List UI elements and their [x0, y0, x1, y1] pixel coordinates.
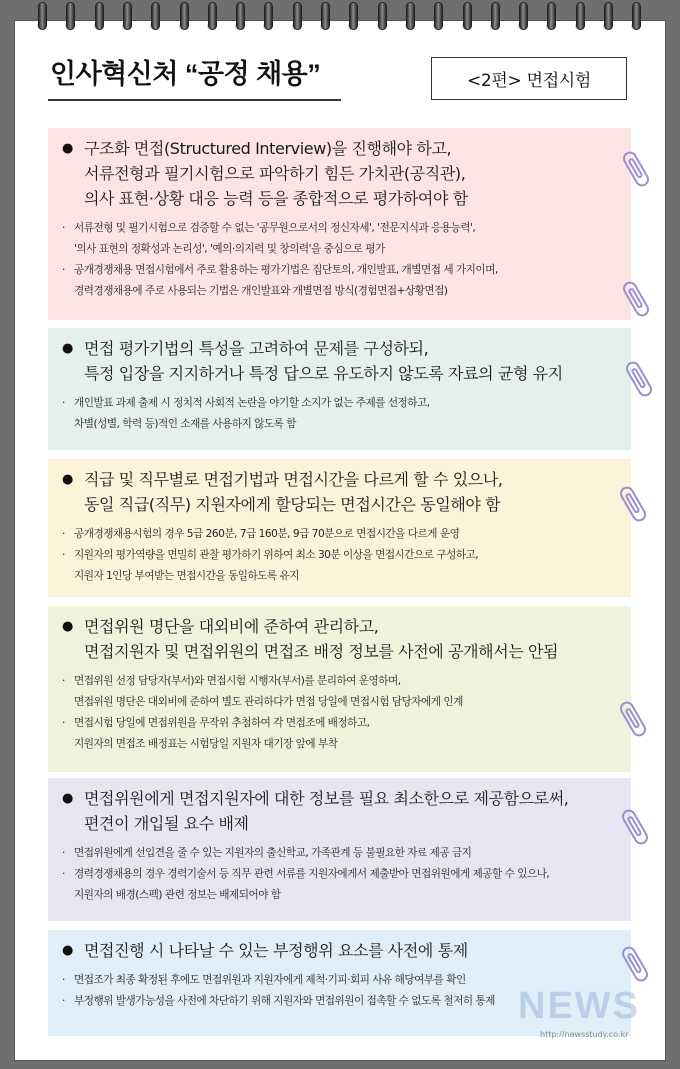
heading-line: 구조화 면접(Structured Interview)을 진행해야 하고, [84, 139, 452, 158]
bullet-icon: ● [62, 791, 73, 806]
small-bullet-icon: · [62, 974, 65, 986]
heading-line: 면접진행 시 나타날 수 있는 부정행위 요소를 사전에 통제 [84, 941, 468, 960]
content-section [48, 328, 631, 450]
detail-line: 개인발표 과제 출제 시 정치적 사회적 논란을 야기할 소지가 없는 주제를 선정하고, [74, 397, 430, 409]
binding-ring [434, 2, 443, 30]
binding-ring [349, 2, 358, 30]
small-bullet-icon: · [62, 549, 65, 561]
detail-line: 지원자의 평가역량을 면밀히 관찰 평가하기 위하여 최소 30분 이상을 면접시간으로 구성하고, [74, 549, 479, 561]
heading-line: 면접 평가기법의 특성을 고려하여 문제를 구성하되, [84, 339, 429, 358]
detail-item [62, 260, 621, 302]
heading-line: 면접위원에게 면접지원자에 대한 정보를 필요 최소한으로 제공함으로써, [84, 789, 569, 808]
heading-line: 의사 표현·상황 대응 능력 등을 종합적으로 평가하여야 함 [84, 189, 468, 208]
heading-line: 서류전형과 필기시험으로 파악하기 힘든 가치관(공직관), [84, 164, 466, 183]
small-bullet-icon: · [62, 995, 65, 1007]
section-heading [62, 614, 621, 664]
binding-ring [519, 2, 528, 30]
small-bullet-icon: · [62, 868, 65, 880]
detail-line: 서류전형 및 필기시험으로 검증할 수 없는 '공무원으로서의 정신자세', '전문지식과 응용능력', [74, 222, 476, 234]
binding-ring [180, 2, 189, 30]
detail-item [62, 218, 621, 260]
heading-line: 직급 및 직무별로 면접기법과 면접시간을 다르게 할 수 있으나, [84, 470, 503, 489]
binding-ring [378, 2, 387, 30]
binding-ring [123, 2, 132, 30]
binding-ring [491, 2, 500, 30]
section-details [62, 218, 621, 302]
detail-line: '의사 표현의 정확성과 논리성', '예의·의지력 및 창의력'을 중심으로 평가 [74, 243, 385, 255]
small-bullet-icon: · [62, 528, 65, 540]
detail-line: 면접위원 선정 담당자(부서)와 면접시험 시행자(부서)를 분리하여 운영하며, [74, 675, 401, 687]
detail-line: 면접조가 최종 확정된 후에도 면접위원과 지원자에게 제척·기피·회피 사유 해당여부를 확인 [74, 974, 466, 986]
section-heading [62, 938, 621, 963]
binding-ring [38, 2, 47, 30]
bullet-icon: ● [62, 943, 73, 958]
bullet-icon: ● [62, 472, 73, 487]
binding-ring [208, 2, 217, 30]
detail-line: 면접위원에게 선입견을 줄 수 있는 지원자의 출신학교, 가족관계 등 불필요한 자료 제공 금지 [74, 847, 472, 859]
detail-line: 경력경쟁채용에 주로 사용되는 기법은 개인발표와 개별면접 방식(경험면접+상황면접) [74, 285, 448, 297]
bullet-icon: ● [62, 619, 73, 634]
bullet-icon: ● [62, 341, 73, 356]
detail-item [62, 524, 621, 545]
small-bullet-icon: · [62, 717, 65, 729]
detail-line: 경력경쟁채용의 경우 경력기술서 등 직무 관련 서류를 지원자에게서 제출받아 면접위원에게 제공할 수 있으나, [74, 868, 550, 880]
detail-item [62, 713, 621, 755]
section-heading [62, 467, 621, 517]
binding-ring [66, 2, 75, 30]
content-section [48, 606, 631, 772]
content-section [48, 459, 631, 597]
detail-item [62, 545, 621, 587]
binding-ring [321, 2, 330, 30]
small-bullet-icon: · [62, 847, 65, 859]
watermark-logo: NEWS [518, 985, 640, 1027]
detail-line: 부정행위 발생가능성을 사전에 차단하기 위해 지원자와 면접위원이 접촉할 수 없도록 철저히 통제 [74, 995, 495, 1007]
title-underline [48, 99, 341, 101]
binding-ring [463, 2, 472, 30]
watermark-url: http://newsstudy.co.kr [540, 1030, 629, 1039]
detail-item [62, 671, 621, 713]
binding-ring [264, 2, 273, 30]
content-section [48, 128, 631, 320]
heading-line: 동일 직급(직무) 지원자에게 할당되는 면접시간은 동일해야 함 [84, 495, 501, 514]
binding-ring [576, 2, 585, 30]
section-details [62, 393, 621, 435]
section-details [62, 671, 621, 755]
binding-ring [604, 2, 613, 30]
detail-line: 공개경쟁채용시험의 경우 5급 260분, 7급 160분, 9급 70분으로 면접시간을 다르게 운영 [74, 528, 460, 540]
binding-ring [632, 2, 641, 30]
section-heading [62, 336, 621, 386]
section-heading [62, 136, 621, 211]
bullet-icon: ● [62, 141, 73, 156]
content-section [48, 778, 631, 921]
detail-line: 면접위원 명단은 대외비에 준하여 별도 관리하다가 면접 당일에 면접시험 담당자에게 인계 [74, 696, 463, 708]
detail-item [62, 393, 621, 435]
detail-line: 지원자의 면접조 배정표는 시험당일 지원자 대기장 앞에 부착 [74, 738, 338, 750]
binding-ring [547, 2, 556, 30]
detail-line: 면접시험 당일에 면접위원을 무작위 추첨하여 각 면접조에 배정하고, [74, 717, 370, 729]
small-bullet-icon: · [62, 675, 65, 687]
section-details [62, 524, 621, 587]
detail-line: 지원자의 배경(스펙) 관련 정보는 배제되어야 함 [74, 889, 281, 901]
binding-ring [236, 2, 245, 30]
subtitle-box: <2편> 면접시험 [431, 57, 627, 100]
binding-ring [406, 2, 415, 30]
section-heading [62, 786, 621, 836]
binding-ring [293, 2, 302, 30]
heading-line: 특정 입장을 지지하거나 특정 답으로 유도하지 않도록 자료의 균형 유지 [84, 364, 563, 383]
heading-line: 편견이 개입될 요수 배제 [84, 814, 249, 833]
section-details [62, 843, 621, 906]
detail-item [62, 843, 621, 864]
small-bullet-icon: · [62, 222, 65, 234]
spiral-binding [0, 0, 680, 34]
small-bullet-icon: · [62, 397, 65, 409]
heading-line: 면접위원 명단을 대외비에 준하여 관리하고, [84, 617, 379, 636]
detail-line: 공개경쟁채용 면접시험에서 주로 활용하는 평가기법은 집단토의, 개인발표, 개별면접 세 가지이며, [74, 264, 498, 276]
detail-line: 지원자 1인당 부여받는 면접시간을 동일하도록 유지 [74, 570, 299, 582]
binding-ring [151, 2, 160, 30]
heading-line: 면접지원자 및 면접위원의 면접조 배정 정보를 사전에 공개해서는 안됨 [84, 642, 559, 661]
small-bullet-icon: · [62, 264, 65, 276]
binding-ring [95, 2, 104, 30]
page-title: 인사혁신처 “공정 채용” [50, 59, 321, 89]
detail-line: 차별(성별, 학력 등)적인 소재를 사용하지 않도록 함 [74, 418, 297, 430]
detail-item [62, 864, 621, 906]
